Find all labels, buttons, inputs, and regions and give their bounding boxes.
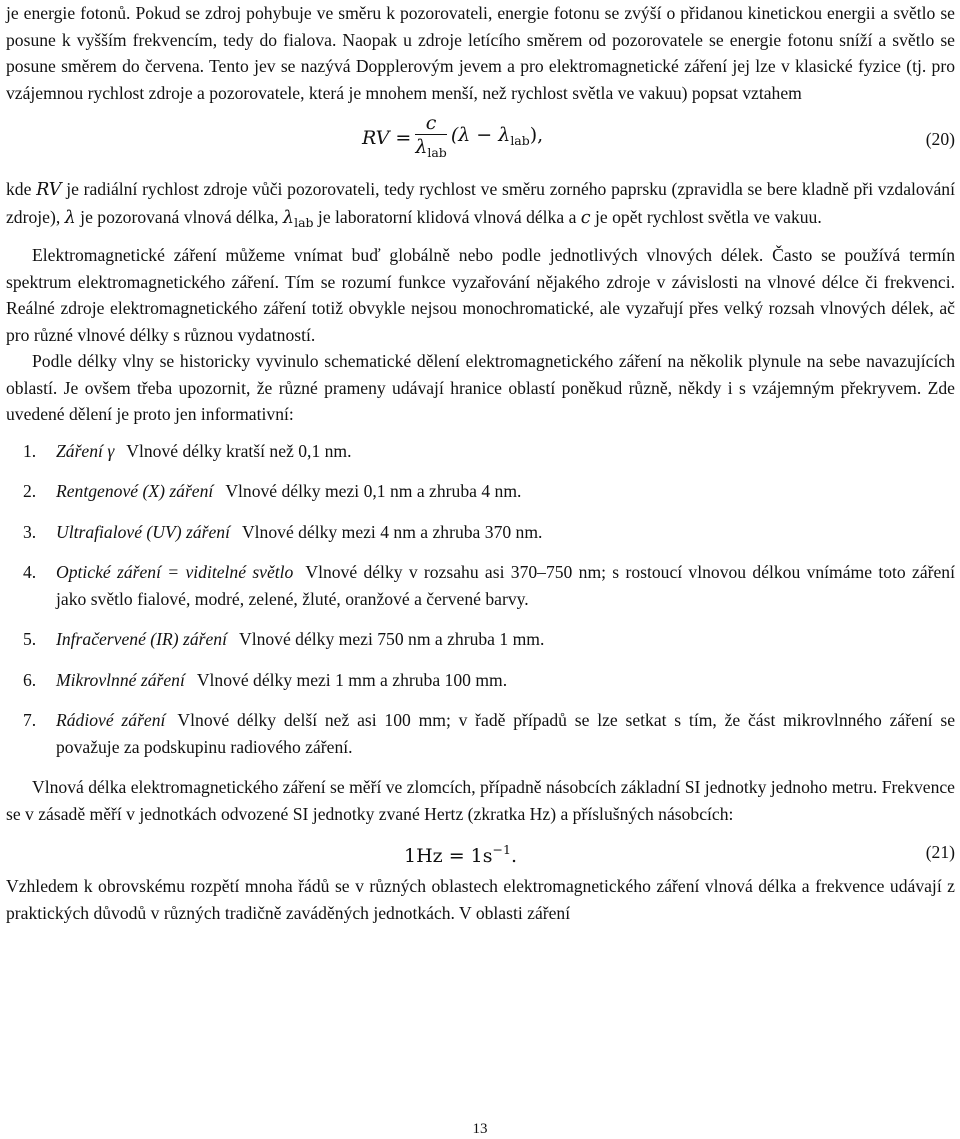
- denominator-subscript: lab: [427, 145, 447, 160]
- list-item-term: Rentgenové (X) záření: [56, 481, 214, 501]
- radiation-regions-list: [6, 438, 955, 761]
- equation-20-lhs: RV =: [362, 127, 412, 150]
- paragraph-regions-intro: Podle délky vlny se historicky vyvinulo schematické dělení elektromagnetického záření na několik plynule na sebe navazujících oblastí. Je ovšem třeba upozornit, že různé prameny udávají hranice oblastí poněkud různě, někdy i s vzájemným překryvem. Zde uvedené dělení je proto jen informativní:: [6, 351, 955, 424]
- symbol-lambda: λ: [64, 207, 76, 228]
- definitions-text-c: je pozorovaná vlnová délka,: [75, 206, 283, 227]
- paragraph-definitions: [6, 176, 955, 236]
- equation-21-lhs: 1Hz = 1s: [404, 845, 493, 867]
- list-item: [6, 707, 955, 760]
- rhs-open: (λ − λ: [450, 124, 511, 147]
- list-item-term: Infračervené (IR) záření: [56, 629, 227, 649]
- equation-21-number: (21): [925, 842, 955, 862]
- list-item-description: Vlnové délky mezi 4 nm a zhruba 370 nm.: [241, 521, 543, 542]
- list-item-content: [56, 478, 955, 505]
- list-item-description: Vlnové délky delší než asi 100 mm; v řadě případů se lze setkat s tím, že část mikrovlnného záření se považuje za podskupinu radiového záření.: [56, 710, 956, 757]
- equation-21-exponent: −1: [492, 842, 511, 857]
- list-item-content: [56, 559, 955, 612]
- list-item-content: [56, 519, 955, 546]
- list-item-description: Vlnové délky kratší než 0,1 nm.: [126, 440, 352, 461]
- list-item-number: 2.: [23, 481, 37, 501]
- equation-20-body: [362, 112, 543, 165]
- list-item: [6, 667, 955, 694]
- list-item-term: Ultrafialové (UV) záření: [56, 521, 230, 542]
- equation-21-body: [404, 837, 517, 870]
- list-item-term: Rádiové záření: [56, 710, 166, 730]
- list-item-content: [56, 438, 955, 465]
- list-item-term: Mikrovlnné záření: [56, 669, 185, 690]
- lambda-lab-subscript: lab: [294, 214, 314, 230]
- equation-20-rhs: [451, 122, 543, 155]
- lambda-lab-base: λ: [282, 207, 295, 228]
- symbol-c: c: [580, 207, 591, 228]
- definitions-text-e: je opět rychlost světla ve vakuu.: [590, 206, 822, 227]
- list-item: [6, 519, 955, 546]
- rhs-subscript: lab: [510, 133, 530, 149]
- list-item-content: [56, 626, 955, 653]
- definitions-text-a: kde: [6, 179, 37, 199]
- paragraph-spectrum: Elektromagnetické záření můžeme vnímat buď globálně nebo podle jednotlivých vlnových délek. Často se používá termín spektrum elektromagnetického záření. Tím se rozumí funkce vyzařování nějakého zdroje v závislosti na vlnové délce či frekvenci. Reálné zdroje elektromagnetického záření totiž obvykle nejsou monochromatické, ale vyzařují přes velký rozsah vlnových délek, ač pro různé vlnové délky s různou vydatností.: [6, 245, 955, 345]
- equation-21: [6, 827, 955, 873]
- equation-20: [6, 106, 955, 176]
- paragraph-traditional-units: Vzhledem k obrovskému rozpětí mnoha řádů se v různých oblastech elektromagnetického záření vlnová délka a frekvence udávají z praktických důvodů v různých tradičně zaváděných jednotkách. V oblasti záření: [6, 876, 955, 923]
- definitions-text-b: je radiální rychlost zdroje vůči pozorovateli, tedy rychlost ve směru zorného paprsku (zpravidla se bere kladně při vzdalování zdroje),: [6, 179, 955, 227]
- list-item-description: Vlnové délky mezi 750 nm a zhruba 1 mm.: [238, 629, 545, 649]
- list-item-description: Vlnové délky v rozsahu asi 370–750 nm; s rostoucí vlnovou délkou vnímáme toto záření jako světlo fialové, modré, zelené, žluté, oranžové a červené barvy.: [56, 562, 955, 609]
- list-item-number: 3.: [23, 521, 37, 542]
- list-item-term: Záření γ: [56, 440, 115, 461]
- list-item-number: 7.: [23, 710, 37, 730]
- page-number: 13: [472, 1121, 488, 1137]
- list-item-content: [56, 707, 955, 760]
- list-item-term: Optické záření = viditelné světlo: [56, 562, 294, 582]
- list-item-number: 6.: [23, 669, 37, 690]
- list-item: [6, 626, 955, 653]
- list-item: [6, 478, 955, 505]
- list-item-description: Vlnové délky mezi 1 mm a zhruba 100 mm.: [196, 669, 508, 690]
- list-item: [6, 559, 955, 612]
- symbol-rv: RV: [36, 180, 62, 200]
- document-page: [6, 0, 955, 926]
- denominator-symbol: λ: [415, 136, 428, 158]
- equation-21-end: .: [510, 845, 517, 867]
- list-item-number: 4.: [23, 562, 37, 582]
- paragraph-units: Vlnová délka elektromagnetického záření se měří ve zlomcích, případně násobcích základní SI jednotky jednoho metru. Frekvence se v zásadě měří v jednotkách odvozené SI jednotky zvané Hertz (zkratka Hz) a příslušných násobcích:: [6, 777, 955, 824]
- rhs-close: ),: [529, 124, 544, 147]
- list-item-description: Vlnové délky mezi 0,1 nm a zhruba 4 nm.: [225, 481, 522, 501]
- paragraph-doppler: je energie fotonů. Pokud se zdroj pohybuje ve směru k pozorovateli, energie fotonu se zvýší o přidanou kinetickou energii a světlo se posune k vyšším frekvencím, tedy do fialova. Naopak u zdroje letícího směrem od pozorovatele se energie fotonu sníží a světlo se posune směrem do červena. Tento jev se nazývá Dopplerovým jevem a pro elektromagnetické záření jej lze v klasické fyzice (tj. pro vzájemnou rychlost zdroje a pozorovatele, která je mnohem menší, než rychlost světla ve vakuu) popsat vztahem: [6, 3, 955, 103]
- equation-20-number: (20): [925, 129, 955, 149]
- list-item-content: [56, 667, 955, 694]
- symbol-lambda-lab: [283, 208, 314, 228]
- equation-20-denominator: [415, 135, 447, 165]
- list-item-number: 1.: [23, 440, 37, 461]
- list-item-number: 5.: [23, 629, 37, 649]
- equation-20-fraction: [415, 112, 447, 165]
- list-item: [6, 438, 955, 465]
- definitions-text-d: je laboratorní klidová vlnová délka a: [313, 206, 581, 227]
- equation-20-numerator: c: [425, 112, 437, 134]
